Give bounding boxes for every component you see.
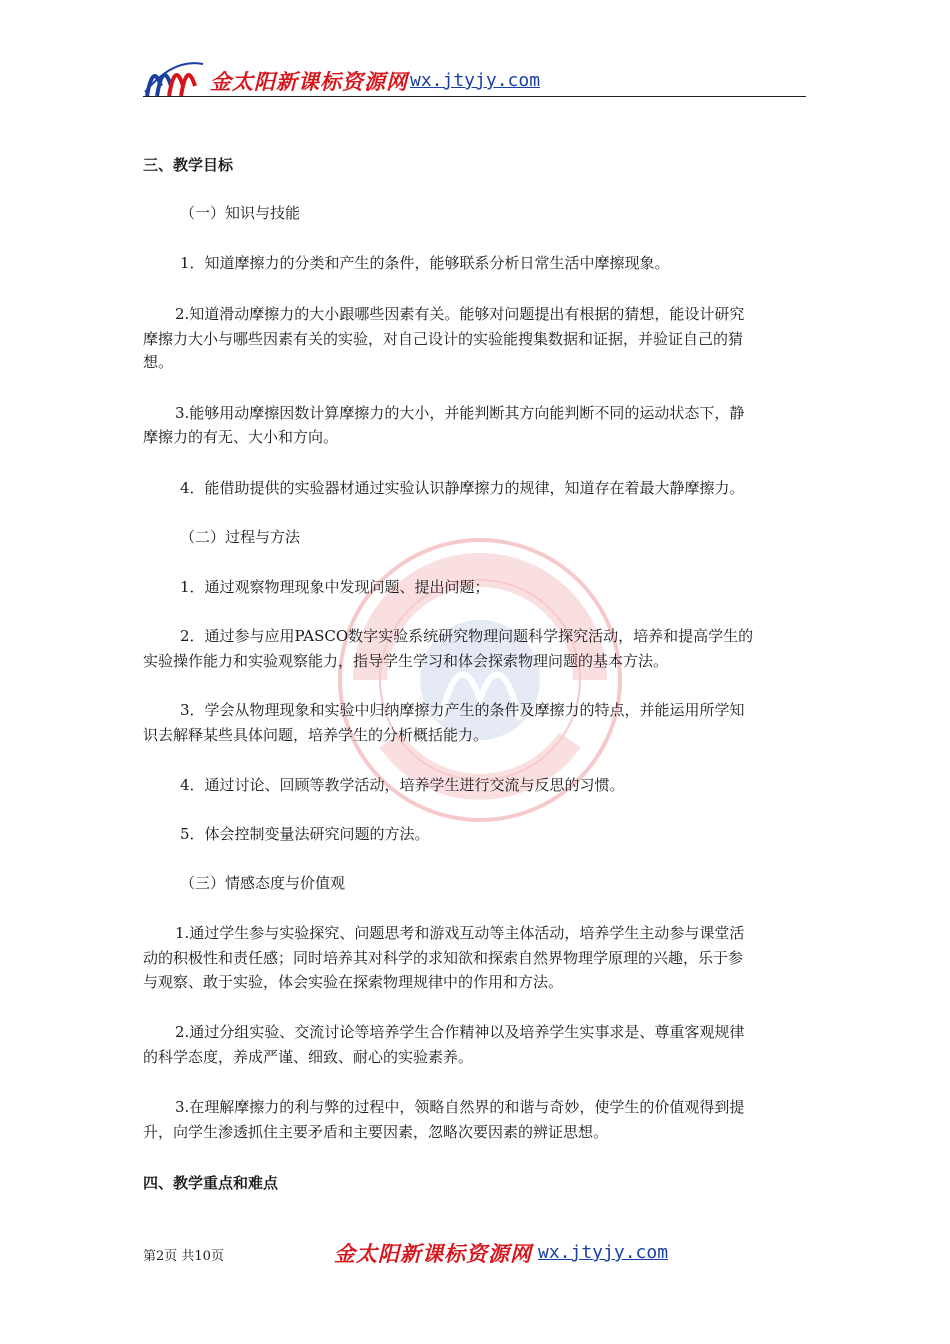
paragraph-line: 1．通过观察物理现象中发现问题、提出问题；: [180, 578, 490, 596]
paragraph-line: 3．学会从物理现象和实验中归纳摩擦力产生的条件及摩擦力的特点，并能运用所学知: [180, 701, 745, 719]
paragraph-line: 2.知道滑动摩擦力的大小跟哪些因素有关。能够对问题提出有根据的猜想，能设计研究: [175, 305, 745, 323]
site-logo-icon: [143, 56, 205, 100]
paragraph-line: 动的积极性和责任感；同时培养其对科学的求知欲和探索自然界物理学原理的兴趣，乐于参: [143, 949, 744, 967]
paragraph-line: 4．能借助提供的实验器材通过实验认识静摩擦力的规律，知道存在着最大静摩擦力。: [180, 479, 745, 497]
header-brand: 金太阳新课标资源网: [210, 70, 408, 94]
paragraph-line: 2.通过分组实验、交流讨论等培养学生合作精神以及培养学生实事求是、尊重客观规律: [175, 1023, 745, 1041]
subheading-knowledge: （一）知识与技能: [180, 204, 301, 222]
paragraph-line: 与观察、敢于实验，体会实验在探索物理规律中的作用和方法。: [143, 973, 564, 991]
paragraph-line: 升，向学生渗透抓住主要矛盾和主要因素，忽略次要因素的辨证思想。: [143, 1123, 609, 1141]
paragraph-line: 5．体会控制变量法研究问题的方法。: [180, 825, 430, 843]
paragraph-line: 1.通过学生参与实验探究、问题思考和游戏互动等主体活动，培养学生主动参与课堂活: [175, 924, 745, 942]
subheading-process: （二）过程与方法: [180, 528, 301, 546]
page-number: 第2页 共10页: [143, 1249, 224, 1264]
paragraph-line: 4．通过讨论、回顾等教学活动，培养学生进行交流与反思的习惯。: [180, 776, 625, 794]
paragraph-line: 摩擦力的有无、大小和方向。: [143, 428, 339, 446]
header-url-link[interactable]: wx.jtyjy.com: [410, 70, 541, 91]
header-divider: [143, 96, 806, 97]
paragraph-line: 3.在理解摩擦力的利与弊的过程中，领略自然界的和谐与奇妙，使学生的价值观得到提: [175, 1098, 745, 1116]
paragraph-line: 识去解释某些具体问题，培养学生的分析概括能力。: [143, 726, 489, 744]
paragraph-line: 想。: [143, 353, 174, 371]
footer-url-link[interactable]: wx.jtyjy.com: [538, 1242, 669, 1263]
paragraph-line: 摩擦力大小与哪些因素有关的实验，对自己设计的实验能搜集数据和证据，并验证自己的猜: [143, 330, 744, 348]
paragraph-line: 2．通过参与应用PASCO数字实验系统研究物理问题科学探究活动，培养和提高学生的: [180, 627, 754, 645]
section-heading-keypoints: 四、教学重点和难点: [143, 1174, 279, 1192]
paragraph-line: 的科学态度，养成严谨、细致、耐心的实验素养。: [143, 1048, 474, 1066]
subheading-attitude: （三）情感态度与价值观: [180, 874, 346, 892]
paragraph-line: 实验操作能力和实验观察能力，指导学生学习和体会探索物理问题的基本方法。: [143, 652, 669, 670]
section-heading-objectives: 三、教学目标: [143, 156, 234, 174]
paragraph-line: 1．知道摩擦力的分类和产生的条件，能够联系分析日常生活中摩擦现象。: [180, 254, 670, 272]
footer-brand: 金太阳新课标资源网: [334, 1242, 532, 1266]
paragraph-line: 3.能够用动摩擦因数计算摩擦力的大小，并能判断其方向能判断不同的运动状态下，静: [175, 404, 745, 422]
